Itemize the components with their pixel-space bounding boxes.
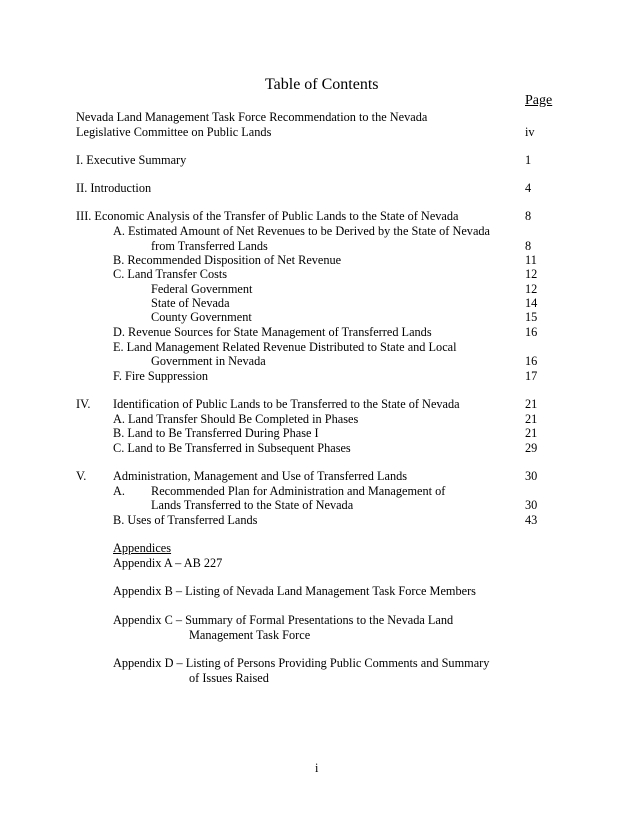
toc-entry: Administration, Management and Use of Transferred Lands [113, 469, 408, 483]
toc-page-number: 16 [525, 325, 538, 339]
toc-page-number: 30 [525, 498, 538, 512]
toc-entry: A. Estimated Amount of Net Revenues to be Derived by the State of Nevada [113, 224, 491, 238]
toc-entry: Government in Nevada [151, 354, 266, 368]
toc-entry: State of Nevada [151, 296, 230, 310]
toc-section-numeral: IV. [76, 397, 91, 411]
toc-page-number: 29 [525, 441, 538, 455]
toc-subsection-letter: A. [113, 484, 125, 498]
toc-entry: E. Land Management Related Revenue Distributed to State and Local [113, 340, 457, 354]
toc-entry: D. Revenue Sources for State Management of Transferred Lands [113, 325, 432, 339]
footer-page-number: i [315, 761, 319, 775]
toc-entry: F. Fire Suppression [113, 369, 209, 383]
appendix-b: Appendix B – Listing of Nevada Land Management Task Force Members [113, 584, 476, 598]
toc-entry: I. Executive Summary [76, 153, 187, 167]
toc-entry: County Government [151, 310, 252, 324]
toc-entry: from Transferred Lands [151, 239, 268, 253]
appendix-a: Appendix A – AB 227 [113, 556, 223, 570]
toc-entry: A. Land Transfer Should Be Completed in Phases [113, 412, 359, 426]
toc-page-number: 14 [525, 296, 538, 310]
toc-entry: Nevada Land Management Task Force Recommendation to the Nevada [76, 110, 428, 124]
toc-entry: Federal Government [151, 282, 253, 296]
toc-page-number: 1 [525, 153, 532, 167]
toc-page-number: 21 [525, 426, 538, 440]
toc-page-number: 21 [525, 412, 538, 426]
toc-entry: Legislative Committee on Public Lands [76, 125, 272, 139]
toc-section-numeral: V. [76, 469, 87, 483]
toc-page-number: 21 [525, 397, 538, 411]
toc-entry: II. Introduction [76, 181, 152, 195]
toc-page-number: 8 [525, 209, 532, 223]
toc-entry: C. Land Transfer Costs [113, 267, 228, 281]
toc-title: Table of Contents [265, 76, 379, 93]
toc-entry: B. Land to Be Transferred During Phase I [113, 426, 319, 440]
appendix-c: Appendix C – Summary of Formal Presentations to the Nevada Land [113, 613, 454, 627]
toc-entry: B. Recommended Disposition of Net Revenue [113, 253, 342, 267]
toc-entry: III. Economic Analysis of the Transfer of Public Lands to the State of Nevada [76, 209, 459, 223]
toc-page-number: 11 [525, 253, 537, 267]
toc-entry: C. Land to Be Transferred in Subsequent Phases [113, 441, 351, 455]
appendix-d-continued: of Issues Raised [189, 671, 269, 685]
toc-page-number: 8 [525, 239, 532, 253]
appendices-heading: Appendices [113, 541, 172, 555]
toc-page-number: 12 [525, 267, 538, 281]
toc-page-number: 43 [525, 513, 538, 527]
toc-entry: B. Uses of Transferred Lands [113, 513, 258, 527]
toc-page-number: 4 [525, 181, 532, 195]
toc-entry: Lands Transferred to the State of Nevada [151, 498, 354, 512]
appendix-c-continued: Management Task Force [189, 628, 311, 642]
toc-entry: Identification of Public Lands to be Transferred to the State of Nevada [113, 397, 460, 411]
appendix-d: Appendix D – Listing of Persons Providing Public Comments and Summary [113, 656, 490, 670]
page-column-header: Page [525, 93, 553, 108]
toc-page-number: 17 [525, 369, 538, 383]
toc-page-number: iv [525, 125, 535, 139]
toc-entry: Recommended Plan for Administration and Management of [151, 484, 446, 498]
toc-page-number: 12 [525, 282, 538, 296]
toc-page-number: 16 [525, 354, 538, 368]
toc-page-number: 30 [525, 469, 538, 483]
toc-page-number: 15 [525, 310, 538, 324]
